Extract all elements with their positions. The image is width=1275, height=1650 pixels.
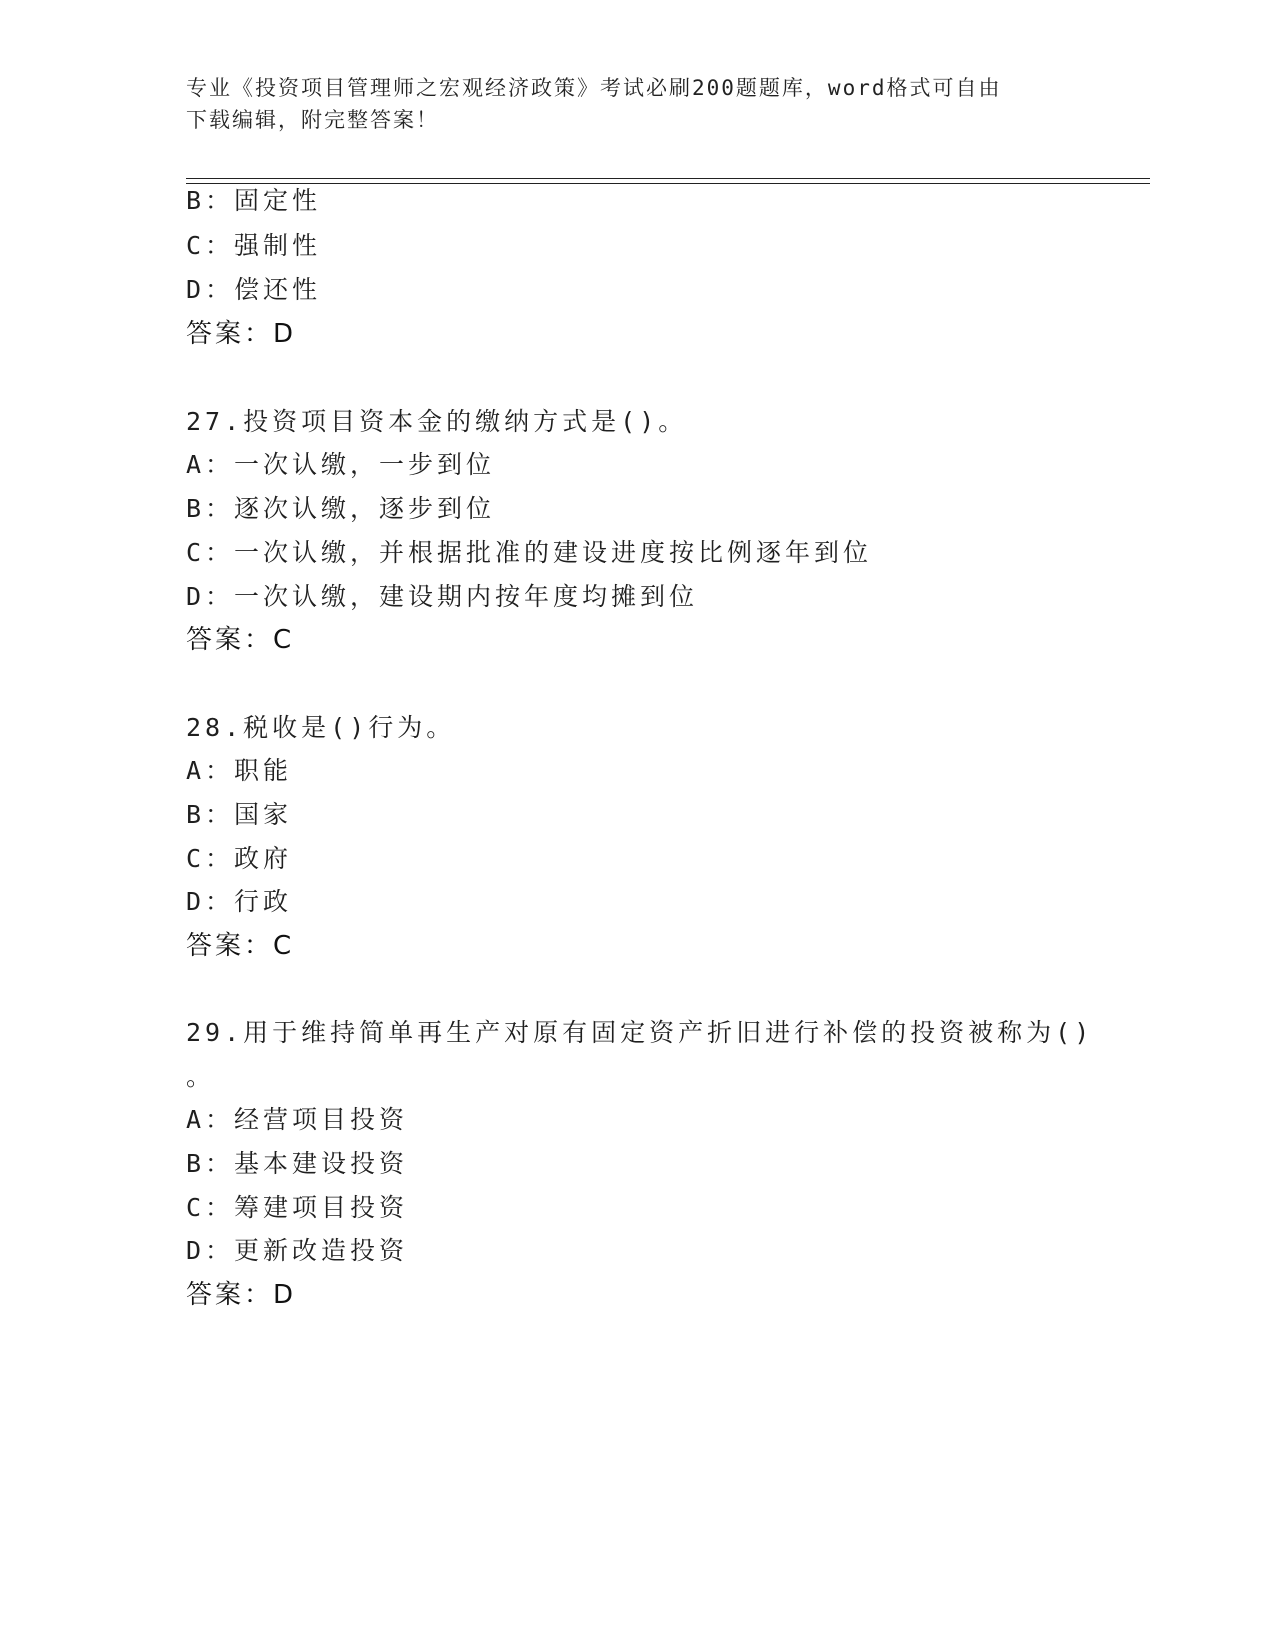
q28-answer: 答案：C [186,931,295,961]
q26-answer: 答案：D [186,319,297,349]
q29-option-c: C：筹建项目投资 [186,1193,409,1222]
q26-option-d: D：偿还性 [186,275,322,304]
q28-option-b: B：国家 [186,800,293,829]
header-line-1: 专业《投资项目管理师之宏观经济政策》考试必刷200题题库，word格式可自由 [186,76,1002,100]
header-divider-bottom [186,183,1150,184]
q28-stem: 28.税收是()行为。 [186,713,456,742]
q29-option-a: A：经营项目投资 [186,1105,409,1134]
q26-option-b: B：固定性 [186,186,322,215]
q29-stem-line-2: 。 [186,1062,216,1091]
q29-option-b: B：基本建设投资 [186,1149,409,1178]
q27-option-d: D：一次认缴，建设期内按年度均摊到位 [186,582,699,611]
q26-option-c: C：强制性 [186,231,322,260]
q29-stem-line-1: 29.用于维持简单再生产对原有固定资产折旧进行补偿的投资被称为() [186,1018,1094,1047]
q29-answer: 答案：D [186,1280,297,1310]
q27-stem: 27.投资项目资本金的缴纳方式是()。 [186,407,688,436]
q29-option-d: D：更新改造投资 [186,1236,409,1265]
document-header [186,72,1066,136]
q27-option-c: C：一次认缴，并根据批准的建设进度按比例逐年到位 [186,538,873,567]
header-line-2: 下载编辑，附完整答案！ [186,108,439,132]
q27-answer: 答案：C [186,625,295,655]
q28-option-d: D：行政 [186,887,293,916]
q28-option-c: C：政府 [186,844,293,873]
q27-option-a: A：一次认缴，一步到位 [186,450,496,479]
q27-option-b: B：逐次认缴，逐步到位 [186,494,496,523]
header-divider-top [186,178,1150,179]
q28-option-a: A：职能 [186,756,293,785]
